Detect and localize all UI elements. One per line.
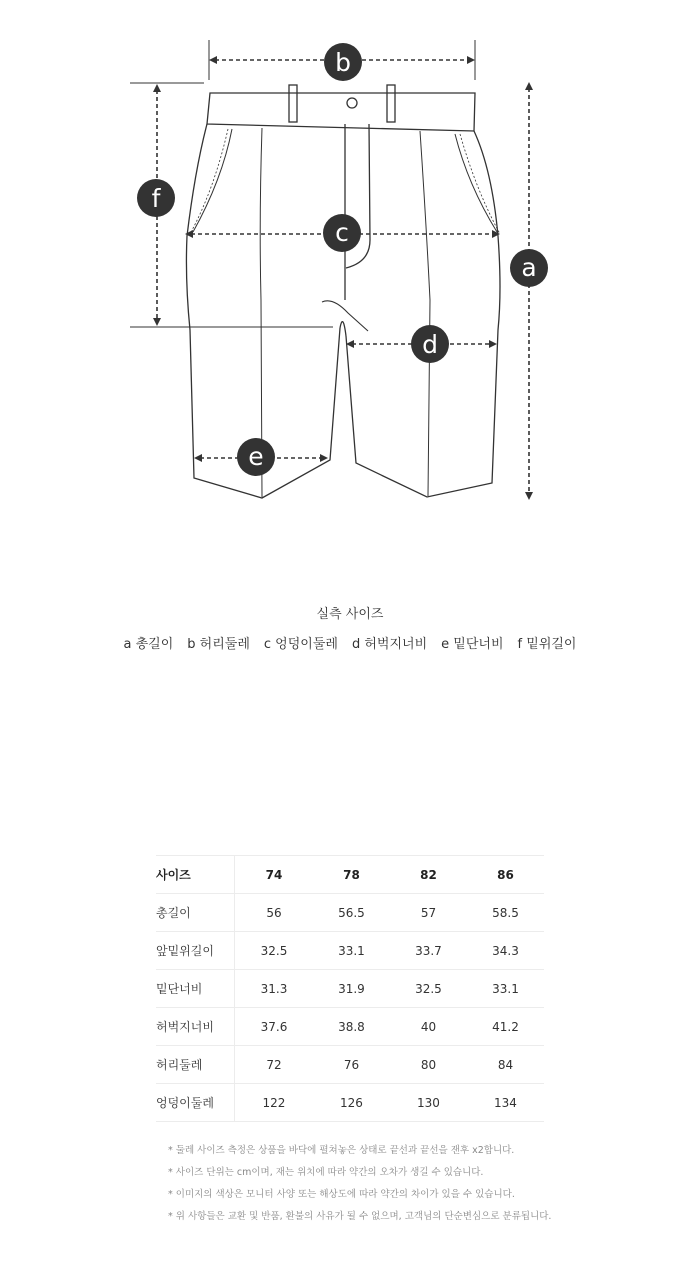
marker-d <box>411 325 449 363</box>
legend-item-d: d 허벅지너비 <box>351 637 428 652</box>
table-cell: 76 <box>313 1046 390 1084</box>
table-cell: 80 <box>390 1046 467 1084</box>
header-size-74: 74 <box>235 856 313 894</box>
svg-text:b: b <box>335 48 351 77</box>
marker-f <box>137 179 175 217</box>
legend-item-c: c 엉덩이둘레 <box>263 637 338 652</box>
table-cell: 40 <box>390 1008 467 1046</box>
svg-text:a: a <box>521 253 537 282</box>
marker-a <box>510 249 548 287</box>
table-cell: 34.3 <box>467 932 544 970</box>
marker-c <box>323 214 361 252</box>
row-label: 허리둘레 <box>156 1046 235 1084</box>
table-cell: 56.5 <box>313 894 390 932</box>
table-row <box>156 1084 544 1122</box>
header-size-82: 82 <box>390 856 467 894</box>
header-size-86: 86 <box>467 856 544 894</box>
table-cell: 122 <box>235 1084 313 1122</box>
row-label: 밑단너비 <box>156 970 235 1008</box>
table-cell: 33.1 <box>313 932 390 970</box>
svg-text:f: f <box>151 184 161 213</box>
table-cell: 38.8 <box>313 1008 390 1046</box>
note-item: * 둘레 사이즈 측정은 상품을 바닥에 펼쳐놓은 상태로 끝선과 끝선을 잰후 x2합니다. <box>168 1145 515 1156</box>
svg-text:c: c <box>335 218 349 247</box>
row-label: 엉덩이둘레 <box>156 1084 235 1122</box>
table-cell: 37.6 <box>235 1008 313 1046</box>
header-size-label: 사이즈 <box>156 856 235 894</box>
legend-item-a: a 총길이 <box>123 637 174 652</box>
table-cell: 33.1 <box>467 970 544 1008</box>
table-row <box>156 970 544 1008</box>
table-row <box>156 894 544 932</box>
table-cell: 41.2 <box>467 1008 544 1046</box>
legend-item-e: e 밑단너비 <box>441 637 504 652</box>
table-cell: 31.9 <box>313 970 390 1008</box>
shorts-measurement-diagram <box>0 0 700 520</box>
marker-e <box>237 438 275 476</box>
legend-item-b: b 허리둘레 <box>187 637 250 652</box>
row-label: 앞밑위길이 <box>156 932 235 970</box>
size-table <box>156 855 544 1122</box>
table-header-row <box>156 856 544 894</box>
header-size-78: 78 <box>313 856 390 894</box>
note-item: * 위 사항들은 교환 및 반품, 환불의 사유가 될 수 없으며, 고객님의 단순변심으로 분류됩니다. <box>168 1211 552 1222</box>
table-cell: 33.7 <box>390 932 467 970</box>
table-cell: 84 <box>467 1046 544 1084</box>
caption-title: 실측 사이즈 <box>316 607 384 622</box>
note-item: * 이미지의 색상은 모니터 사양 또는 해상도에 따라 약간의 차이가 있을 수 있습니다. <box>168 1189 515 1200</box>
table-row <box>156 932 544 970</box>
table-cell: 126 <box>313 1084 390 1122</box>
table-cell: 72 <box>235 1046 313 1084</box>
table-row <box>156 1046 544 1084</box>
table-cell: 57 <box>390 894 467 932</box>
row-label: 허벅지너비 <box>156 1008 235 1046</box>
table-cell: 58.5 <box>467 894 544 932</box>
table-cell: 56 <box>235 894 313 932</box>
table-cell: 134 <box>467 1084 544 1122</box>
measurement-legend <box>0 633 700 652</box>
svg-text:e: e <box>248 442 264 471</box>
table-cell: 31.3 <box>235 970 313 1008</box>
table-row <box>156 1008 544 1046</box>
svg-text:d: d <box>422 330 438 359</box>
table-cell: 32.5 <box>235 932 313 970</box>
table-cell: 32.5 <box>390 970 467 1008</box>
row-label: 총길이 <box>156 894 235 932</box>
legend-item-f: f 밑위길이 <box>517 637 577 652</box>
note-item: * 사이즈 단위는 cm이며, 재는 위치에 따라 약간의 오차가 생길 수 있습니다. <box>168 1167 484 1178</box>
table-cell: 130 <box>390 1084 467 1122</box>
measurement-notes <box>168 1140 551 1228</box>
shorts-illustration <box>186 85 500 498</box>
marker-b <box>324 43 362 81</box>
